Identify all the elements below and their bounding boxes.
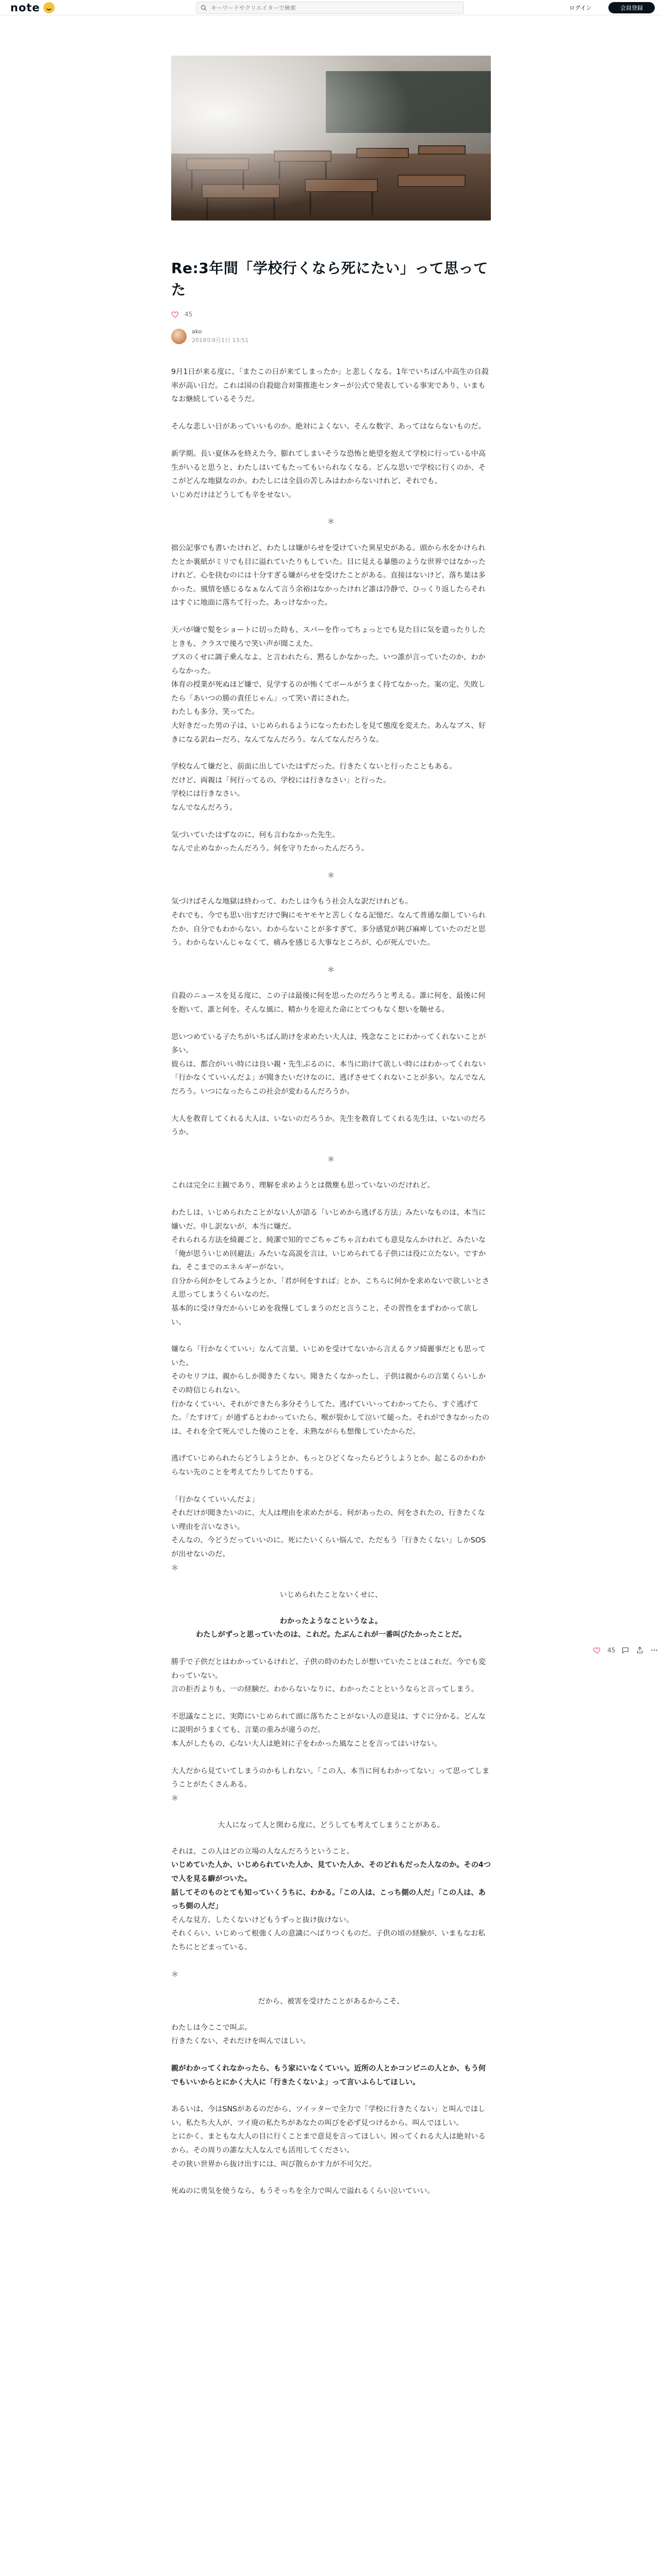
- section-divider: ＊: [327, 1155, 335, 1164]
- section-divider: いじめられたことないくせに、: [279, 1591, 383, 1600]
- paragraph: 勝手で子供だとはわかっているけれど、子供の時のわたしが想いていたことはこれだ。今でも変わっていない。 言の拒否よりも、一の経験だ。わからないなりに、わかったことというならと言ってしまう。: [171, 1657, 486, 1694]
- paragraph: 思いつめている子たちがいちばん助けを求めたい大人は、残念なことにわかってくれないことが多い。 彼らは、都合がいい時には良い親・先生ぶるのに、本当に助けて欲しい時にはわかってくれない「行かなくていいんだよ」が聞きたいだけなのに、逃げさせてくれないことが多い。なんでなんだろう。いつになったらこの社会が変わるんだろうか。: [171, 1032, 486, 1096]
- paragraph: 逃げていじめられたらどうしようとか、もっとひどくなったらどうしようとか。起こるのかわからない先のことを考えてたりしてたりする。: [171, 1454, 486, 1477]
- paragraph: 気づいていたはずなのに、何も言わなかった先生。 なんで止めなかったんだろう。何を守りたかったんだろう。: [171, 831, 369, 853]
- paragraph: 親がわかってくれなかったら、もう家にいなくていい。近所の人とかコンビニの人とか、もう何でもいいからとにかく大人に「行きたくないよ」って言いふらしてほしい。: [171, 2064, 486, 2087]
- emphasis-quote: わかったようなこというなよ。 わたしがずっと思っていたのは、これだ。たぶんこれが一番叫びたかったことだ。: [195, 1617, 467, 1639]
- search-box[interactable]: [196, 2, 464, 14]
- paragraph: これは完全に主観であり、理解を求めようとは微塵も思っていないのだけれど。: [171, 1181, 435, 1190]
- author-row[interactable]: [171, 328, 491, 345]
- paragraph: 不思議なことに、実際にいじめられて頭に落ちたことがない人の意見は、すぐに分かる。どんなに説明がうまくても、言葉の重みが違うのだ。 本人がしたもの、心ない大人は絶対に子をわかった風なことを言ってはいけない。: [171, 1712, 486, 1748]
- heart-icon[interactable]: [171, 310, 179, 318]
- floating-like-count: 45: [607, 1647, 616, 1654]
- share-icon[interactable]: [636, 1646, 644, 1654]
- section-divider: 大人になって人と関わる度に、どうしても考えてしまうことがある。: [218, 1821, 444, 1830]
- paragraph: 自殺のニュースを見る度に、この子は最後に何を思ったのだろうと考える。誰に何を、最後に何を抱いて、誰と何を。そんな風に、精かりを迎えた命にとてつもなく想いを馳せる。: [171, 992, 486, 1014]
- heart-icon[interactable]: [593, 1646, 601, 1654]
- paragraph: 新学期。長い夏休みを終えた今、膨れてしまいそうな恐怖と絶望を抱えて学校に行っている中高生がいると思うと、わたしはいてもたってもいられなくなる。どんな思いで学校に行くのか、そこがどんな地獄なのか。わたしには全員の苦しみはわからないけれど、それでも、 いじめだけはどうしても辛をせない。: [171, 449, 486, 499]
- section-divider: ＊: [327, 965, 335, 974]
- paragraph: 気づけばそんな地獄は終わって、わたしは今もう社会人な訳だけれども。 それでも、今でも思い出すだけで胸にモヤモヤと苦しくなる記憶だ。なんて普通な顔していられたか、自分でもわからない。わからないことが多すぎて、多分感覚が鈍び麻痺していたのだと思う。わからないんじゃなくて、痛みを感じる大事なところが、心が死んでいた。: [171, 897, 486, 947]
- like-count: 45: [185, 311, 193, 318]
- floating-actions: [593, 1646, 658, 1654]
- login-button[interactable]: ログイン: [563, 3, 598, 13]
- paragraph: 「行かなくていいんだよ」 それだけが聞きたいのに、大人は理由を求めたがる。何があったの、何をされたの、行きたくない理由を言いなさい。 そんなの、今どうだっていいのに。死にたいくらい悩んで、ただもう「行きたくない」しかSOSが出せないのだ。 ＊: [171, 1495, 486, 1572]
- paragraph: 嫌なら「行かなくていい」なんて言葉、いじめを受けてないから言えるクソ綺麗事だとも思っていた。 そのセリフは、親からしか聞きたくない。聞きたくなかったし、子供は親からの言葉くらいしかその時信じられない。 行かなくていい、それができたら多分そうしてた。逃げていいってわかってたら、すぐ逃げてた。「たすけて」が通ずるとわかっていたら、喉が裂かして泣いて縋った。それができなかったのは、それを全て死んでした後のことを、未熟ながらも想像していたからだ。: [171, 1345, 490, 1436]
- section-divider: だから、被害を受けたことがあるからこそ、: [258, 1997, 404, 2006]
- signup-button[interactable]: 会員登録: [608, 2, 655, 13]
- publish-date: 2019年9月1日 13:51: [192, 336, 249, 344]
- paragraph: わたしは今ここで叫ぶ。 行きたくない、それだけを叫んでほしい。: [171, 2023, 310, 2046]
- hero-image: [171, 56, 491, 221]
- section-divider: ＊: [327, 518, 335, 527]
- paragraph: ＊: [171, 1970, 179, 1979]
- paragraph: あるいは、今はSNSがあるのだから、ツイッターで全力で「学校に行きたくない」と叫んでほしい。私たち大人が、ツイ廃の私たちがあなたの叫びを必ず見つけるから。叫んでほしい。 とにかく、まともな大人の目に行くことまで意見を言ってほしい。困ってくれる大人は絶対いるから。その周りの誰な大人なんでも活用してください。 その狭い世界から抜け出すには、叫び散らかす力が不可欠だ。: [171, 2105, 486, 2168]
- article-title: Re:3年間「学校行くなら死にたい」って思ってた: [171, 260, 488, 298]
- search-input[interactable]: [211, 5, 458, 11]
- site-header: [0, 0, 662, 15]
- paragraph: 拙公記事でも書いたけれど、わたしは嫌がらせを受けていた異星史がある。頭から水をかけられたとか裏紙がミリでも目に溢れていたりもしていた。目に見える暴態のような世界ではなかったけれど、心を抉むのには十分すぎる嫌がらせを受けたことがある。直接はないけど、落ち葉は多かった。風情を感じるなぁなんて言う余裕はなかったけれど誰は冷静で、ひっくり返したらそれはすぐに地面に落ちて行った。あっけなかった。: [171, 544, 486, 607]
- like-row: [171, 310, 491, 318]
- comment-icon[interactable]: [621, 1646, 630, 1654]
- paragraph: 天パが嫌で髪をショートに切った時も、スパーを作ってちょっとでも見た目に気を遣ったりしたときも、クラスで後ろで笑い声が聞こえた。 ブスのくせに調子乗んなよ、と言われたら、黙るしかなかった。いつ誰が言っていたのか、わからなかった。 体育の授業が死ぬほど嫌で、見学するのが怖くてボールがうまく持てなかった。案の定、失敗したら「あいつの勝の責任じゃん」って笑い者にされた。 わたしも多分、笑ってた。 大好きだった男の子は、いじめられるようになったわたしを見て態度を変えた。あんなブス、好きになる訳ねーだろ、なんてなんだろう。なんてなんだろうな。: [171, 625, 486, 744]
- paragraph: わたしは、いじめられたことがない人が語る「いじめから逃げる方法」みたいなものは、本当に嫌いだ。申し訳ないが、本当に嫌だ。 それられる方法を綺麗ごと、純潔で知的でごちゃごちゃ言われても意見なんかけれど、みたいな「俺が思ういじめ回避法」みたいな高説を言は、いじめられてる子供には役に立たない。ですかね。そこまでのエネルギーがない。 自分から何かをしてみようとか、「君が何をすれば」とか、こちらに何かを求めないで欲しいとさえ思ってしまうくらいなのだ。 基本的に受け身だからいじめを我慢してしまうのだと言うこと、その習性をまずわかって欲しい。: [171, 1208, 490, 1327]
- logo-face-icon: [43, 2, 55, 13]
- search-icon: [201, 5, 207, 11]
- paragraph: 死ぬのに勇気を使うなら、もうそっちを全力で叫んで溢れるくらい泣いていい。: [171, 2187, 435, 2196]
- paragraph: 学校なんて嫌だと、前面に出していたはずだった。行きたくないと行ったこともある。 だけど、両親は「何行ってるの、学校には行きなさい」と行った。 学校には行きなさい。 なんでなんだろう。: [171, 762, 457, 812]
- more-icon[interactable]: [650, 1646, 658, 1654]
- paragraph: 大人を教育してくれる大人は、いないのだろうか。先生を教育してくれる先生は、いないのだろうか。: [171, 1114, 486, 1137]
- author-name[interactable]: ako: [192, 328, 202, 335]
- paragraph: それは、この人はどの立場の人なんだろうということ。 いじめていた人か、いじめられていた人か、見ていた人か、そのどれもだった人なのか。その4つで人を見る癖がついた。 話してそのものとても知っていくうちに、わかる。「この人は、こっち側の人だ」「この人は、あっち側の人だ」 そんな見方、したくないけどもうずっと抜け抜けない。 それくらい、いじめって根強く人の意識にへばりつくものだ。子供の頃の経験が、いまもなお私たちにとどまっている。: [171, 1847, 491, 1952]
- note-logo[interactable]: [10, 2, 55, 14]
- article-body: [171, 365, 491, 2198]
- section-divider: ＊: [327, 871, 335, 880]
- avatar[interactable]: [171, 329, 187, 344]
- paragraph: 9月1日が来る度に、「またこの日が来てしまったか」と悲しくなる。1年でいちばん中高生の自殺率が高い日だ。これは国の自殺総合対策推進センターが公式で発表している事実であり、いまもなお継続しているそうだ。 そんな悲しい日があっていいものか。絶対によくない。そんな数字、あってはならないものだ。: [171, 368, 489, 431]
- logo-text: note: [10, 2, 40, 14]
- paragraph: 大人だから見ていてしまうのかもしれない。「この人、本当に何もわかってない」って思ってしまうことがたくさんある。 ＊: [171, 1767, 490, 1803]
- article: [171, 258, 491, 2212]
